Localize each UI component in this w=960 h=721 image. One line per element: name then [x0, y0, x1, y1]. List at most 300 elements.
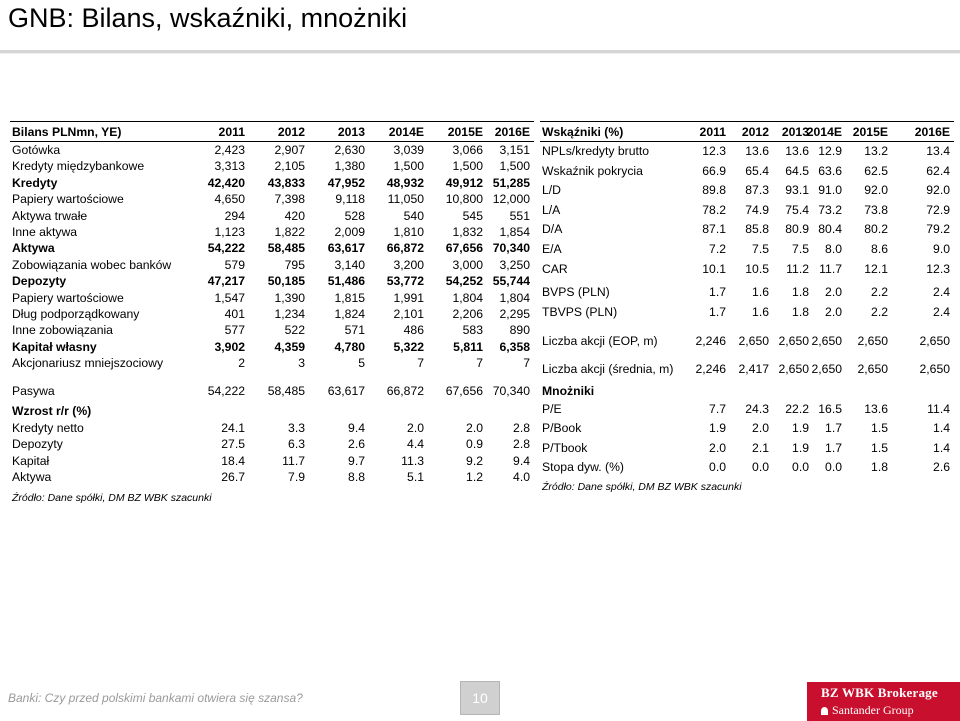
cell-value: 50,185 — [267, 274, 305, 289]
cell-value: 2.8 — [513, 420, 530, 435]
cell-value: 10.5 — [745, 261, 769, 276]
cell-value: 26.7 — [221, 470, 245, 485]
cell-value: 2,630 — [334, 143, 365, 157]
cell-value: 4,780 — [334, 339, 365, 354]
row-label: Akcjonariusz mniejszociowy — [12, 356, 164, 371]
multiples-title — [540, 382, 954, 400]
cell-value: 87.3 — [745, 183, 769, 198]
cell-value: 12.3 — [926, 261, 950, 276]
cell-value: 24.1 — [221, 420, 245, 435]
row-label: Depozyty — [12, 437, 63, 452]
cell-value: 63,617 — [327, 241, 365, 256]
row-label: Gotówka — [12, 143, 61, 157]
header-year: 2012 — [741, 125, 769, 139]
cell-value: 6.3 — [288, 437, 305, 452]
cell-value: 2,246 — [695, 361, 726, 376]
row-label: Papiery wartościowe — [12, 290, 124, 305]
cell-value: 1.9 — [792, 421, 809, 436]
cell-value: 1,500 — [499, 159, 530, 174]
cell-value: 3,250 — [499, 257, 530, 272]
row-label: P/Tbook — [542, 440, 588, 455]
header-year: 2012 — [277, 125, 305, 139]
cell-value: 3 — [298, 356, 305, 371]
flame-icon — [821, 707, 828, 715]
cell-value: 54,222 — [207, 384, 245, 399]
multiples-title-text: Mnożniki — [542, 383, 595, 398]
header-year: 2016E — [494, 125, 530, 139]
cell-value: 2,650 — [811, 334, 842, 349]
cell-value: 1.9 — [792, 440, 809, 455]
cell-value: 3,039 — [393, 143, 424, 157]
cell-value: 1.7 — [709, 304, 726, 319]
cell-value: 12.3 — [702, 144, 726, 158]
ratio-row — [540, 142, 954, 162]
cell-value: 7 — [476, 356, 483, 371]
cell-value: 2.0 — [709, 440, 726, 455]
cell-value: 70,340 — [492, 384, 530, 399]
cell-value: 2.0 — [825, 285, 842, 300]
balance-row — [10, 191, 534, 207]
cell-value: 4,650 — [214, 192, 245, 207]
cell-value: 58,485 — [267, 241, 305, 256]
cell-value: 4.0 — [513, 470, 530, 485]
cell-value: 2,105 — [274, 159, 305, 174]
cell-value: 48,932 — [386, 175, 424, 190]
cell-value: 13.6 — [785, 144, 809, 158]
growth-row — [10, 469, 534, 485]
cell-value: 67,656 — [445, 241, 483, 256]
cell-value: 12,000 — [492, 192, 530, 207]
cell-value: 3,066 — [452, 143, 483, 157]
cell-value: 2,907 — [274, 143, 305, 157]
balance-row — [10, 142, 534, 158]
cell-value: 2,650 — [778, 334, 809, 349]
header-year: 2013 — [337, 125, 365, 139]
cell-value: 1.4 — [933, 421, 950, 436]
cell-value: 5,811 — [453, 339, 483, 354]
cell-value: 486 — [403, 323, 424, 338]
cell-value: 1.8 — [792, 304, 809, 319]
cell-value: 571 — [344, 323, 365, 338]
row-label: Inne aktywa — [12, 224, 78, 239]
cell-value: 3,000 — [452, 257, 483, 272]
cell-value: 64.5 — [785, 163, 809, 178]
cell-value: 75.4 — [785, 202, 809, 217]
shares-row — [540, 332, 954, 352]
cell-value: 1,500 — [452, 159, 483, 174]
cell-value: 1.5 — [871, 440, 888, 455]
header-year: 2016E — [914, 125, 950, 139]
row-label: Depozyty — [12, 274, 67, 289]
cell-value: 9,118 — [335, 192, 365, 207]
cell-value: 62.5 — [864, 163, 888, 178]
cell-value: 66,872 — [386, 241, 424, 256]
row-label: P/Book — [542, 421, 582, 436]
cell-value: 2.1 — [752, 440, 769, 455]
ratio-row — [540, 181, 954, 201]
cell-value: 3,140 — [334, 257, 365, 272]
cell-value: 87.1 — [702, 222, 726, 237]
cell-value: 1.7 — [825, 440, 842, 455]
cell-value: 49,912 — [445, 175, 483, 190]
cell-value: 7.2 — [709, 241, 726, 256]
cell-value: 47,952 — [327, 175, 365, 190]
cell-value: 0.0 — [825, 460, 842, 475]
cell-value: 6,358 — [499, 339, 530, 354]
cell-value: 1,854 — [499, 224, 530, 239]
cell-value: 54,252 — [445, 274, 483, 289]
row-label: TBVPS (PLN) — [542, 304, 618, 319]
cell-value: 13.6 — [745, 144, 769, 158]
cell-value: 65.4 — [745, 163, 769, 178]
cell-value: 42,420 — [207, 175, 245, 190]
cell-value: 1.6 — [752, 285, 769, 300]
cell-value: 72.9 — [926, 202, 950, 217]
cell-value: 9.4 — [348, 420, 365, 435]
header-label: Bilans PLNmn, YE) — [12, 125, 122, 139]
cell-value: 1,822 — [274, 224, 305, 239]
cell-value: 1.7 — [825, 421, 842, 436]
cell-value: 63.6 — [818, 163, 842, 178]
cell-value: 2,650 — [738, 334, 769, 349]
cell-value: 13.4 — [926, 144, 950, 158]
cell-value: 18.4 — [221, 453, 245, 468]
cell-value: 11,050 — [387, 192, 424, 207]
pasywa-row — [10, 383, 534, 399]
source-note-text: Źródło: Dane spółki, DM BZ WBK szacunki — [12, 492, 212, 505]
cell-value: 7.9 — [288, 470, 305, 485]
cell-value: 2.2 — [871, 304, 888, 319]
cell-value: 401 — [224, 306, 245, 321]
cell-value: 7.5 — [792, 241, 809, 256]
row-label: Dług podporządkowany — [12, 306, 140, 321]
cell-value: 66,872 — [386, 384, 424, 399]
cell-value: 2,650 — [778, 361, 809, 376]
cell-value: 1.5 — [871, 421, 888, 436]
cell-value: 4,359 — [274, 339, 305, 354]
ratios-table — [540, 121, 954, 496]
balance-row — [10, 224, 534, 240]
brand-group — [821, 703, 914, 718]
row-label: L/D — [542, 183, 561, 198]
cell-value: 2.4 — [933, 304, 950, 319]
cell-value: 58,485 — [267, 384, 305, 399]
cell-value: 2.0 — [407, 420, 424, 435]
row-label: Liczba akcji (EOP, m) — [542, 334, 658, 349]
cell-value: 11.4 — [927, 401, 950, 416]
cell-value: 43,833 — [267, 175, 305, 190]
cell-value: 3,151 — [499, 143, 530, 157]
cell-value: 70,340 — [492, 241, 530, 256]
header-year: 2011 — [218, 125, 245, 139]
cell-value: 12.1 — [864, 261, 888, 276]
cell-value: 80.4 — [818, 222, 842, 237]
multiple-row — [540, 458, 954, 478]
cell-value: 7.5 — [752, 241, 769, 256]
ratio-row — [540, 162, 954, 182]
cell-value: 8.8 — [348, 470, 365, 485]
row-label: Aktywa — [12, 470, 52, 485]
cell-value: 2,650 — [857, 361, 888, 376]
cell-value: 8.6 — [871, 241, 888, 256]
cell-value: 2 — [238, 356, 245, 371]
row-label: Liczba akcji (średnia, m) — [542, 361, 674, 376]
cell-value: 3.3 — [288, 420, 305, 435]
header-year: 2013 — [781, 125, 809, 139]
cell-value: 24.3 — [745, 401, 769, 416]
multiple-row — [540, 400, 954, 420]
cell-value: 22.2 — [785, 401, 809, 416]
brand-logo — [807, 682, 960, 721]
ratio-row — [540, 240, 954, 260]
cell-value: 1,815 — [334, 290, 365, 305]
cell-value: 11.7 — [819, 261, 842, 276]
cell-value: 2.2 — [871, 285, 888, 300]
row-label: D/A — [542, 222, 563, 237]
multiple-row — [540, 419, 954, 439]
cell-value: 27.5 — [221, 437, 245, 452]
balance-row — [10, 355, 534, 371]
cell-value: 79.2 — [926, 222, 950, 237]
cell-value: 0.0 — [792, 460, 809, 475]
table-header — [540, 122, 954, 142]
balance-row — [10, 306, 534, 322]
cell-value: 1.8 — [871, 460, 888, 475]
table-header — [10, 122, 534, 142]
cell-value: 80.2 — [864, 222, 888, 237]
cell-value: 2.8 — [513, 437, 530, 452]
cell-value: 294 — [224, 208, 245, 223]
cell-value: 1,380 — [334, 159, 365, 174]
cell-value: 2,650 — [811, 361, 842, 376]
cell-value: 2,295 — [499, 306, 530, 321]
row-label: Aktywa trwałe — [12, 208, 88, 223]
balance-row — [10, 158, 534, 174]
cell-value: 93.1 — [785, 183, 809, 198]
row-label: L/A — [542, 202, 561, 217]
cell-value: 2,101 — [393, 306, 424, 321]
cell-value: 1.9 — [709, 421, 726, 436]
cell-value: 9.2 — [466, 453, 483, 468]
cell-value: 9.4 — [513, 453, 530, 468]
cell-value: 92.0 — [864, 183, 888, 198]
cell-value: 551 — [509, 208, 530, 223]
header-year: 2014E — [806, 125, 842, 139]
cell-value: 7,398 — [274, 192, 305, 207]
cell-value: 2,009 — [334, 224, 365, 239]
row-label: Kredyty netto — [12, 420, 84, 435]
balance-row — [10, 273, 534, 289]
cell-value: 3,200 — [393, 257, 424, 272]
cell-value: 579 — [224, 257, 245, 272]
cell-value: 55,744 — [492, 274, 530, 289]
growth-title-text: Wzrost r/r (%) — [12, 403, 92, 418]
cell-value: 1,804 — [499, 290, 530, 305]
cell-value: 66.9 — [702, 163, 726, 178]
cell-value: 2.0 — [466, 420, 483, 435]
cell-value: 1,824 — [334, 306, 365, 321]
growth-title — [10, 402, 534, 420]
balance-row — [10, 339, 534, 355]
cell-value: 10.1 — [702, 261, 726, 276]
cell-value: 51,486 — [327, 274, 365, 289]
row-label: Aktywa — [12, 241, 55, 256]
cell-value: 13.6 — [864, 401, 888, 416]
page-number: 10 — [460, 681, 500, 715]
row-label: Kapitał — [12, 453, 50, 468]
cell-value: 2,206 — [452, 306, 483, 321]
cell-value: 890 — [509, 323, 530, 338]
cell-value: 54,222 — [207, 241, 245, 256]
cell-value: 1,804 — [452, 290, 483, 305]
row-label: Zobowiązania wobec banków — [12, 257, 172, 272]
cell-value: 2.0 — [752, 421, 769, 436]
title-divider-shadow — [0, 53, 960, 54]
row-label: Stopa dyw. (%) — [542, 460, 624, 475]
ratio-row — [540, 260, 954, 280]
growth-row — [10, 453, 534, 469]
ratio-row — [540, 283, 954, 303]
header-label: Wskąźniki (%) — [542, 125, 624, 139]
row-label: Inne zobowiązania — [12, 323, 113, 338]
row-label: Kredyty międzybankowe — [12, 159, 145, 174]
footer-title: Banki: Czy przed polskimi bankami otwiera się szansa? — [8, 691, 303, 705]
balance-row — [10, 208, 534, 224]
cell-value: 91.0 — [818, 183, 842, 198]
cell-value: 2.0 — [825, 304, 842, 319]
cell-value: 12.9 — [818, 144, 842, 158]
balance-row — [10, 175, 534, 191]
cell-value: 11.2 — [786, 261, 809, 276]
cell-value: 3,902 — [214, 339, 245, 354]
row-label: Kapitał własny — [12, 339, 97, 354]
growth-row — [10, 420, 534, 436]
cell-value: 1.6 — [752, 304, 769, 319]
cell-value: 2,650 — [919, 334, 950, 349]
row-label: CAR — [542, 261, 568, 276]
cell-value: 13.2 — [864, 144, 888, 158]
cell-value: 795 — [284, 257, 305, 272]
cell-value: 73.2 — [818, 202, 842, 217]
ratio-row — [540, 220, 954, 240]
cell-value: 9.7 — [348, 453, 365, 468]
cell-value: 1,123 — [214, 224, 245, 239]
cell-value: 4.4 — [407, 437, 424, 452]
cell-value: 2.6 — [348, 437, 365, 452]
cell-value: 540 — [403, 208, 424, 223]
cell-value: 80.9 — [785, 222, 809, 237]
source-note — [540, 478, 954, 496]
cell-value: 1,547 — [214, 290, 245, 305]
cell-value: 73.8 — [864, 202, 888, 217]
cell-value: 1,500 — [393, 159, 424, 174]
cell-value: 528 — [344, 208, 365, 223]
cell-value: 420 — [284, 208, 305, 223]
ratio-row — [540, 303, 954, 323]
cell-value: 1,390 — [274, 290, 305, 305]
cell-value: 1,832 — [452, 224, 483, 239]
cell-value: 0.0 — [752, 460, 769, 475]
cell-value: 1.8 — [792, 285, 809, 300]
cell-value: 7.7 — [709, 401, 726, 416]
page-title: GNB: Bilans, wskaźniki, mnożniki — [8, 3, 408, 33]
source-note-text: Źródło: Dane spółki, DM BZ WBK szacunki — [542, 480, 742, 493]
header-year: 2011 — [699, 125, 726, 139]
cell-value: 2,650 — [919, 361, 950, 376]
cell-value: 2,650 — [857, 334, 888, 349]
cell-value: 583 — [462, 323, 483, 338]
cell-value: 522 — [284, 323, 305, 338]
cell-value: 63,617 — [327, 384, 365, 399]
cell-value: 11.3 — [401, 453, 424, 468]
cell-value: 2.6 — [933, 460, 950, 475]
cell-value: 0.0 — [709, 460, 726, 475]
cell-value: 62.4 — [926, 163, 950, 178]
balance-row — [10, 290, 534, 306]
cell-value: 47,217 — [207, 274, 245, 289]
cell-value: 2,417 — [738, 361, 769, 376]
cell-value: 7 — [523, 356, 530, 371]
cell-value: 1.2 — [466, 470, 483, 485]
row-label: BVPS (PLN) — [542, 285, 610, 300]
cell-value: 1.7 — [709, 285, 726, 300]
balance-row — [10, 240, 534, 256]
row-label: Pasywa — [12, 384, 55, 399]
cell-value: 577 — [224, 323, 245, 338]
growth-row — [10, 436, 534, 452]
multiple-row — [540, 439, 954, 459]
cell-value: 5.1 — [407, 470, 424, 485]
cell-value: 2.4 — [933, 285, 950, 300]
cell-value: 11.7 — [282, 453, 305, 468]
row-label: NPLs/kredyty brutto — [542, 144, 650, 158]
cell-value: 67,656 — [445, 384, 483, 399]
cell-value: 1,991 — [393, 290, 424, 305]
cell-value: 8.0 — [825, 241, 842, 256]
brand-name: BZ WBK Brokerage — [821, 685, 938, 700]
source-note — [10, 489, 534, 507]
cell-value: 74.9 — [745, 202, 769, 217]
cell-value: 5 — [358, 356, 365, 371]
row-label: E/A — [542, 241, 562, 256]
cell-value: 9.0 — [933, 241, 950, 256]
row-label: Wskaźnik pokrycia — [542, 163, 643, 178]
brand-group-label: Santander Group — [832, 703, 914, 717]
cell-value: 1,810 — [393, 224, 424, 239]
cell-value: 2,246 — [695, 334, 726, 349]
cell-value: 78.2 — [702, 202, 726, 217]
shares-row — [540, 360, 954, 380]
cell-value: 51,285 — [492, 175, 530, 190]
cell-value: 3,313 — [214, 159, 245, 174]
ratio-row — [540, 201, 954, 221]
cell-value: 10,800 — [445, 192, 483, 207]
cell-value: 92.0 — [926, 183, 950, 198]
cell-value: 2,423 — [214, 143, 245, 157]
cell-value: 5,322 — [393, 339, 424, 354]
cell-value: 1,234 — [274, 306, 305, 321]
cell-value: 53,772 — [386, 274, 424, 289]
header-year: 2015E — [447, 125, 483, 139]
row-label: Papiery wartościowe — [12, 192, 124, 207]
cell-value: 545 — [462, 208, 483, 223]
cell-value: 0.9 — [466, 437, 483, 452]
row-label: Kredyty — [12, 175, 58, 190]
header-year: 2015E — [852, 125, 888, 139]
header-year: 2014E — [388, 125, 424, 139]
row-label: P/E — [542, 401, 562, 416]
cell-value: 85.8 — [745, 222, 769, 237]
